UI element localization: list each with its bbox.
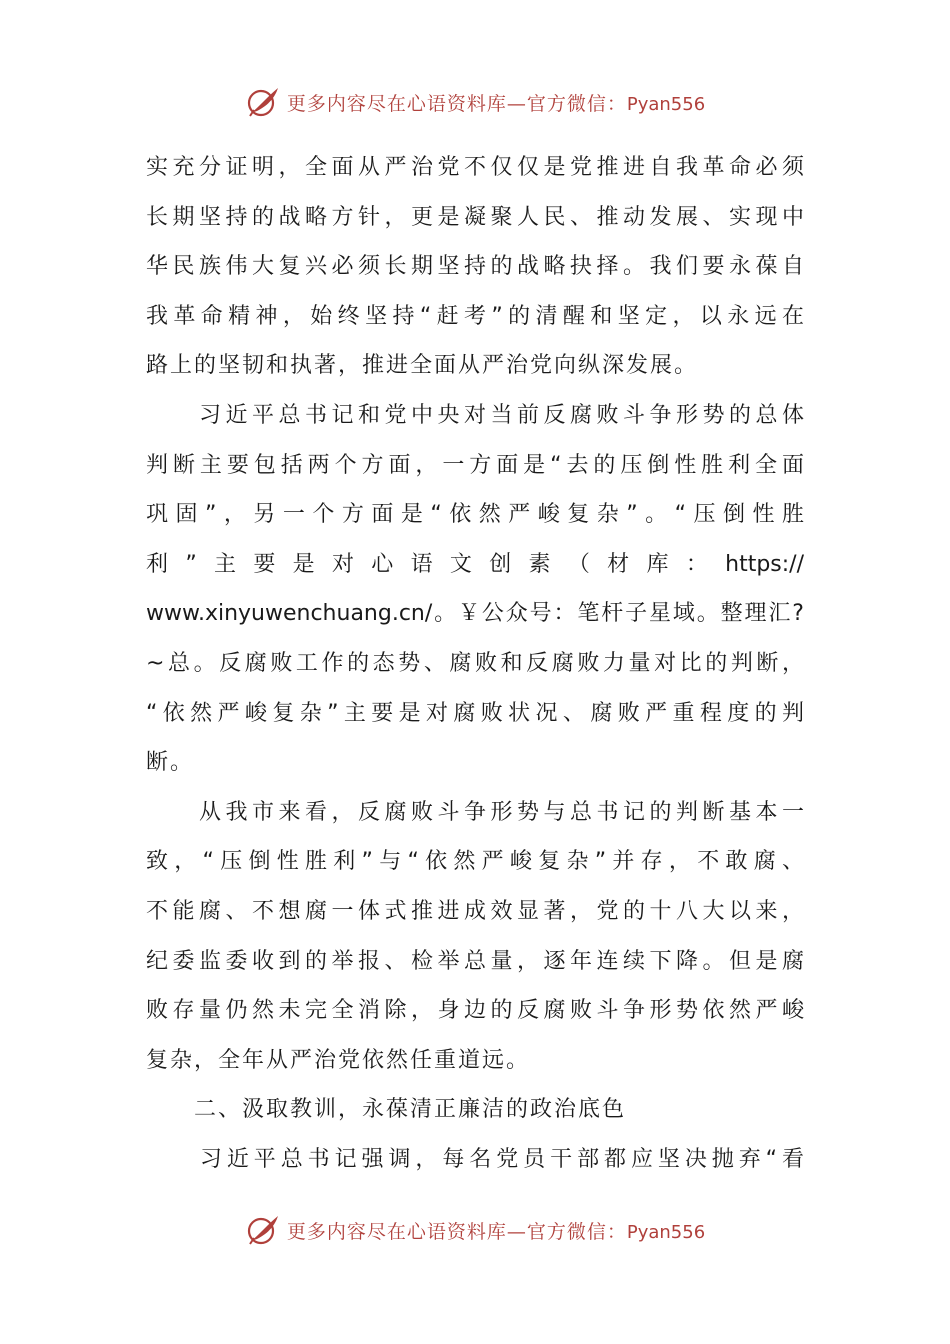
text-line: www.xinyuwenchuang.cn/。￥公众号：笔杆子星域。整理汇? — [146, 601, 804, 627]
text-line: 从我市来看，反腐败斗争形势与总书记的判断基本一 — [146, 799, 804, 825]
text-line: 纪委监委收到的举报、检举总量，逐年连续下降。但是腐 — [146, 948, 804, 974]
section-heading: 二、汲取教训，永葆清正廉洁的政治底色 — [146, 1097, 627, 1123]
quill-pen-logo-icon — [245, 1213, 281, 1247]
text-line: 断。 — [146, 750, 195, 776]
text-line: 路上的坚韧和执著，推进全面从严治党向纵深发展。 — [146, 353, 699, 379]
text-line: 习近平总书记和党中央对当前反腐败斗争形势的总体 — [146, 402, 804, 428]
footer-watermark — [0, 1210, 950, 1250]
text-line: 复杂，全年从严治党依然任重道远。 — [146, 1047, 531, 1073]
footer-watermark-text: 更多内容尽在心语资料库—官方微信：Pyan556 — [286, 1220, 706, 1243]
text-line: 我革命精神，始终坚持“赶考”的清醒和坚定，以永远在 — [146, 303, 804, 329]
text-line: 华民族伟大复兴必须长期坚持的战略抉择。我们要永葆自 — [146, 254, 804, 280]
text-line: 判断主要包括两个方面，一方面是“去的压倒性胜利全面 — [146, 452, 804, 478]
header-watermark-text: 更多内容尽在心语资料库—官方微信：Pyan556 — [286, 92, 706, 115]
quill-pen-logo-icon — [245, 85, 281, 119]
text-line: 习近平总书记强调，每名党员干部都应坚决抛弃“看 — [146, 1146, 804, 1172]
text-line: 实充分证明，全面从严治党不仅仅是党推进自我革命必须 — [146, 155, 804, 180]
header-watermark — [0, 82, 950, 122]
text-line: 长期坚持的战略方针，更是凝聚人民、推动发展、实现中 — [146, 204, 804, 230]
text-line: 不能腐、不想腐一体式推进成效显著，党的十八大以来， — [146, 898, 804, 924]
text-line: “依然严峻复杂”主要是对腐败状况、腐败严重程度的判 — [146, 700, 804, 726]
text-line: 利”主要是对心语文创素（材库：https:// — [146, 551, 804, 577]
body-text — [146, 143, 804, 1184]
text-line: ~总。反腐败工作的态势、腐败和反腐败力量对比的判断， — [146, 650, 804, 676]
text-line: 败存量仍然未完全消除，身边的反腐败斗争形势依然严峻 — [146, 998, 804, 1024]
text-line: 致，“压倒性胜利”与“依然严峻复杂”并存，不敢腐、 — [146, 849, 804, 875]
text-line: 巩固”，另一个方面是“依然严峻复杂”。“压倒性胜 — [146, 502, 804, 528]
